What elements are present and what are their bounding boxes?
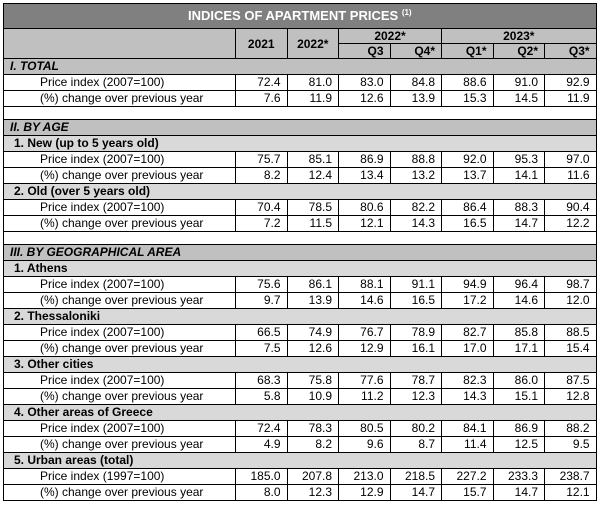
header-2021: 2021 [236,29,288,59]
value-cell: 75.6 [236,277,288,293]
value-cell: 66.5 [236,325,288,341]
table-row [4,485,597,501]
value-cell: 14.3 [442,389,494,405]
value-cell: 74.9 [287,325,339,341]
value-cell: 8.2 [236,168,288,184]
value-cell: 70.4 [236,200,288,216]
value-cell: 10.9 [287,389,339,405]
value-cell: 15.4 [545,341,597,357]
subsection-header-row [4,184,597,200]
value-cell: 213.0 [339,469,391,485]
subsection-header-row [4,453,597,469]
row-label: (%) change over previous year [4,437,236,453]
table-row [4,168,597,184]
value-cell: 14.6 [339,293,391,309]
value-cell: 82.7 [442,325,494,341]
row-label: (%) change over previous year [4,485,236,501]
value-cell: 88.8 [390,152,442,168]
spacer-row [4,232,597,245]
row-label: Price index (2007=100) [4,152,236,168]
value-cell: 14.1 [493,168,545,184]
table-row [4,437,597,453]
header-blank-cell [4,29,236,59]
value-cell: 8.2 [287,437,339,453]
subsection-label: 2. Old (over 5 years old) [4,184,597,200]
subsection-header-row [4,357,597,373]
value-cell: 91.1 [390,277,442,293]
section-header-row [4,59,597,75]
value-cell: 91.0 [493,75,545,91]
value-cell: 16.5 [442,216,494,232]
section-label: II. BY AGE [4,120,597,136]
subsection-header-row [4,261,597,277]
value-cell: 85.1 [287,152,339,168]
value-cell: 13.9 [390,91,442,107]
value-cell: 12.8 [545,389,597,405]
table-title-row [4,4,597,29]
value-cell: 12.1 [339,216,391,232]
apartment-price-table [3,3,597,501]
table-row [4,341,597,357]
value-cell: 12.3 [287,485,339,501]
value-cell: 207.8 [287,469,339,485]
value-cell: 86.4 [442,200,494,216]
value-cell: 84.8 [390,75,442,91]
value-cell: 9.5 [545,437,597,453]
header-q3-2022: Q3 [339,44,391,59]
apartment-price-table-container [3,3,596,501]
subsection-header-row [4,405,597,421]
value-cell: 80.5 [339,421,391,437]
value-cell: 72.4 [236,75,288,91]
header-q1-2023: Q1* [442,44,494,59]
value-cell: 15.1 [493,389,545,405]
value-cell: 12.0 [545,293,597,309]
row-label: Price index (2007=100) [4,75,236,91]
table-row [4,200,597,216]
subsection-label: 2. Thessaloniki [4,309,597,325]
value-cell: 97.0 [545,152,597,168]
subsection-label: 1. Athens [4,261,597,277]
value-cell: 80.6 [339,200,391,216]
row-label: Price index (1997=100) [4,469,236,485]
table-row [4,325,597,341]
value-cell: 13.2 [390,168,442,184]
value-cell: 88.5 [545,325,597,341]
row-label: Price index (2007=100) [4,373,236,389]
value-cell: 7.6 [236,91,288,107]
value-cell: 11.6 [545,168,597,184]
value-cell: 12.5 [493,437,545,453]
value-cell: 16.1 [390,341,442,357]
row-label: (%) change over previous year [4,341,236,357]
value-cell: 11.9 [287,91,339,107]
value-cell: 78.9 [390,325,442,341]
value-cell: 14.6 [493,293,545,309]
row-label: Price index (2007=100) [4,325,236,341]
table-row [4,389,597,405]
row-label: (%) change over previous year [4,293,236,309]
header-2022-annual: 2022* [287,29,339,59]
header-2023-group: 2023* [442,29,597,44]
subsection-header-row [4,136,597,152]
value-cell: 14.7 [493,216,545,232]
value-cell: 12.1 [545,485,597,501]
value-cell: 238.7 [545,469,597,485]
value-cell: 13.7 [442,168,494,184]
value-cell: 88.2 [545,421,597,437]
value-cell: 17.2 [442,293,494,309]
value-cell: 96.4 [493,277,545,293]
value-cell: 13.4 [339,168,391,184]
subsection-header-row [4,309,597,325]
value-cell: 218.5 [390,469,442,485]
value-cell: 85.8 [493,325,545,341]
subsection-label: 3. Other cities [4,357,597,373]
table-row [4,75,597,91]
table-row [4,293,597,309]
value-cell: 86.1 [287,277,339,293]
table-title [4,4,597,29]
spacer-cell [4,107,597,120]
section-header-row [4,120,597,136]
value-cell: 88.3 [493,200,545,216]
value-cell: 7.5 [236,341,288,357]
value-cell: 12.9 [339,341,391,357]
value-cell: 92.0 [442,152,494,168]
spacer-row [4,107,597,120]
section-label: III. BY GEOGRAPHICAL AREA [4,245,597,261]
value-cell: 86.9 [339,152,391,168]
value-cell: 12.9 [339,485,391,501]
value-cell: 12.6 [339,91,391,107]
value-cell: 12.3 [390,389,442,405]
value-cell: 12.2 [545,216,597,232]
value-cell: 17.0 [442,341,494,357]
value-cell: 14.7 [390,485,442,501]
value-cell: 83.0 [339,75,391,91]
table-row [4,469,597,485]
table-row [4,152,597,168]
section-header-row [4,245,597,261]
header-row-years [4,29,597,44]
value-cell: 17.1 [493,341,545,357]
row-label: (%) change over previous year [4,216,236,232]
table-row [4,373,597,389]
value-cell: 98.7 [545,277,597,293]
value-cell: 68.3 [236,373,288,389]
value-cell: 11.5 [287,216,339,232]
value-cell: 88.6 [442,75,494,91]
value-cell: 11.2 [339,389,391,405]
value-cell: 87.5 [545,373,597,389]
value-cell: 76.7 [339,325,391,341]
value-cell: 12.6 [287,341,339,357]
value-cell: 14.3 [390,216,442,232]
row-label: (%) change over previous year [4,91,236,107]
title-footnote-marker: (1) [401,8,412,17]
value-cell: 227.2 [442,469,494,485]
row-label: (%) change over previous year [4,168,236,184]
row-label: Price index (2007=100) [4,277,236,293]
value-cell: 86.9 [493,421,545,437]
value-cell: 94.9 [442,277,494,293]
value-cell: 15.7 [442,485,494,501]
value-cell: 77.6 [339,373,391,389]
table-row [4,216,597,232]
value-cell: 95.3 [493,152,545,168]
value-cell: 80.2 [390,421,442,437]
header-2022-group: 2022* [339,29,442,44]
value-cell: 4.9 [236,437,288,453]
value-cell: 9.6 [339,437,391,453]
table-row [4,277,597,293]
row-label: (%) change over previous year [4,389,236,405]
value-cell: 75.7 [236,152,288,168]
value-cell: 8.7 [390,437,442,453]
value-cell: 11.9 [545,91,597,107]
table-row [4,91,597,107]
subsection-label: 4. Other areas of Greece [4,405,597,421]
row-label: Price index (2007=100) [4,200,236,216]
value-cell: 81.0 [287,75,339,91]
value-cell: 78.5 [287,200,339,216]
value-cell: 90.4 [545,200,597,216]
value-cell: 13.9 [287,293,339,309]
table-row [4,421,597,437]
value-cell: 14.7 [493,485,545,501]
subsection-label: 5. Urban areas (total) [4,453,597,469]
row-label: Price index (2007=100) [4,421,236,437]
section-label: I. TOTAL [4,59,597,75]
table-title-text: INDICES OF APARTMENT PRICES [188,8,399,23]
value-cell: 82.2 [390,200,442,216]
value-cell: 78.7 [390,373,442,389]
value-cell: 88.1 [339,277,391,293]
value-cell: 233.3 [493,469,545,485]
value-cell: 72.4 [236,421,288,437]
value-cell: 15.3 [442,91,494,107]
header-q4-2022: Q4* [390,44,442,59]
value-cell: 86.0 [493,373,545,389]
value-cell: 92.9 [545,75,597,91]
value-cell: 5.8 [236,389,288,405]
value-cell: 84.1 [442,421,494,437]
value-cell: 82.3 [442,373,494,389]
value-cell: 7.2 [236,216,288,232]
value-cell: 75.8 [287,373,339,389]
value-cell: 12.4 [287,168,339,184]
value-cell: 16.5 [390,293,442,309]
value-cell: 9.7 [236,293,288,309]
value-cell: 11.4 [442,437,494,453]
header-q2-2023: Q2* [493,44,545,59]
value-cell: 78.3 [287,421,339,437]
value-cell: 185.0 [236,469,288,485]
header-q3-2023: Q3* [545,44,597,59]
spacer-cell [4,232,597,245]
value-cell: 14.5 [493,91,545,107]
subsection-label: 1. New (up to 5 years old) [4,136,597,152]
value-cell: 8.0 [236,485,288,501]
